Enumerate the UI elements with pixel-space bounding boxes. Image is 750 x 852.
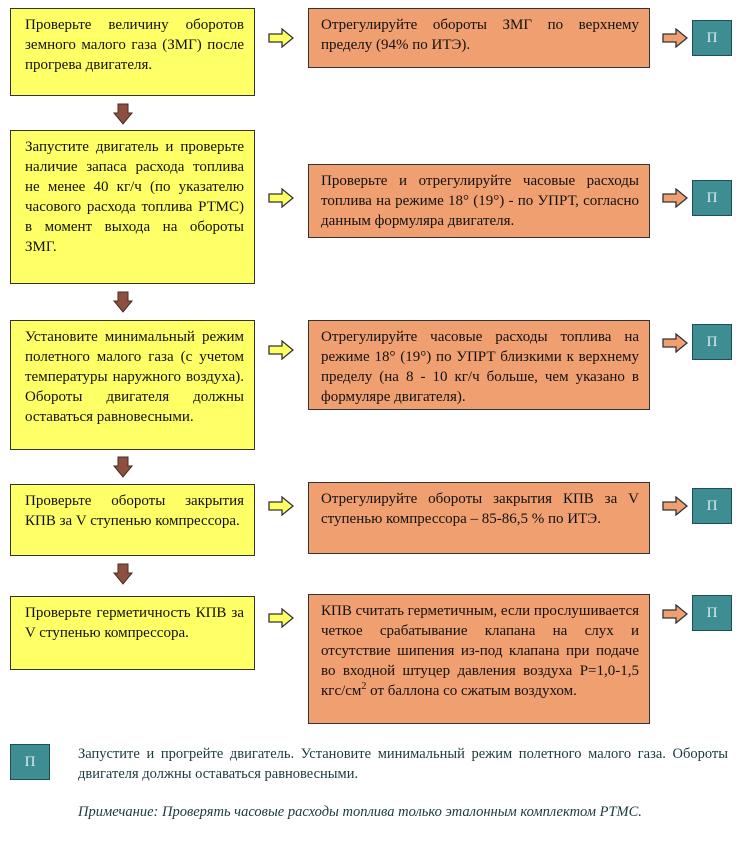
right-arrow-icon-1 [268,28,294,48]
action-box-1 [308,8,650,68]
down-arrow-icon-2 [113,291,133,313]
right-arrow-icon-4 [268,496,294,516]
right-arrow-icon-2 [268,188,294,208]
check-box-2 [10,130,255,284]
right-arrow-icon-1b [662,28,688,48]
note-text: Примечание: Проверять часовые расходы топлива только эталонным комплектом РТМС. [78,804,642,820]
action-text-3: Отрегулируйте часовые расходы топлива на режиме 18° (19°) по УПРТ близкими к верхнему пределу (на 8 - 10 кг/ч больше, чем указано в формуляре двигателя). [321,329,639,405]
check-box-4 [10,484,255,556]
check-text-2: Запустите двигатель и проверьте наличие запаса расхода топлива не менее 40 кг/ч (по указателю часового расхода топлива РТМС) в момент выхода на обороты ЗМГ. [25,139,244,255]
legend-text: Запустите и прогрейте двигатель. Установите минимальный режим полетного малого газа. Обороты двигателя должны оставаться равновесными. [78,746,728,782]
check-text-4: Проверьте обороты закрытия КПВ за V ступенью компрессора. [25,493,244,529]
check-text-5: Проверьте герметичность КПВ за V ступенью компрессора. [25,605,244,641]
action-text-4: Отрегулируйте обороты закрытия КПВ за V ступенью компрессора – 85-86,5 % по ИТЭ. [321,491,639,527]
check-box-5 [10,596,255,670]
action-box-3 [308,320,650,410]
action-text-1: Отрегулируйте обороты ЗМГ по верхнему пределу (94% по ИТЭ). [321,17,639,53]
right-arrow-icon-5b [662,604,688,624]
action-text-2: Проверьте и отрегулируйте часовые расходы топлива на режиме 18° (19°) - по УПРТ, согласно данным формуляра двигателя. [321,173,639,229]
action-box-2 [308,164,650,238]
action-text-5-post: от баллона со сжатым воздухом. [366,683,577,699]
check-text-1: Проверьте величину оборотов земного малого газа (ЗМГ) после прогрева двигателя. [25,17,244,73]
right-arrow-icon-2b [662,188,688,208]
action-box-4 [308,482,650,554]
ref-box-4: П [692,488,732,524]
down-arrow-icon-3 [113,456,133,478]
check-box-1 [10,8,255,96]
ref-box-2: П [692,180,732,216]
legend-ref-box: П [10,744,50,780]
right-arrow-icon-5 [268,608,294,628]
right-arrow-icon-3b [662,333,688,353]
right-arrow-icon-4b [662,496,688,516]
ref-box-3: П [692,324,732,360]
right-arrow-icon-3 [268,340,294,360]
check-text-3: Установите минимальный режим полетного малого газа (с учетом температуры наружного воздуха). Обороты двигателя должны оставаться равновесными. [25,329,244,425]
down-arrow-icon-4 [113,563,133,585]
action-text-5-sup: 2 [361,681,367,692]
ref-box-1: П [692,20,732,56]
action-box-5 [308,594,650,724]
down-arrow-icon-1 [113,103,133,125]
ref-box-5: П [692,595,732,631]
action-text-5-pre: КПВ считать герметичным, если прослушивается четкое срабатывание клапана на слух и отсутствие шипения из-под клапана при подаче во входной штуцер давления воздуха Р=1,0-1,5 кгс/см [321,603,640,699]
check-box-3 [10,320,255,450]
